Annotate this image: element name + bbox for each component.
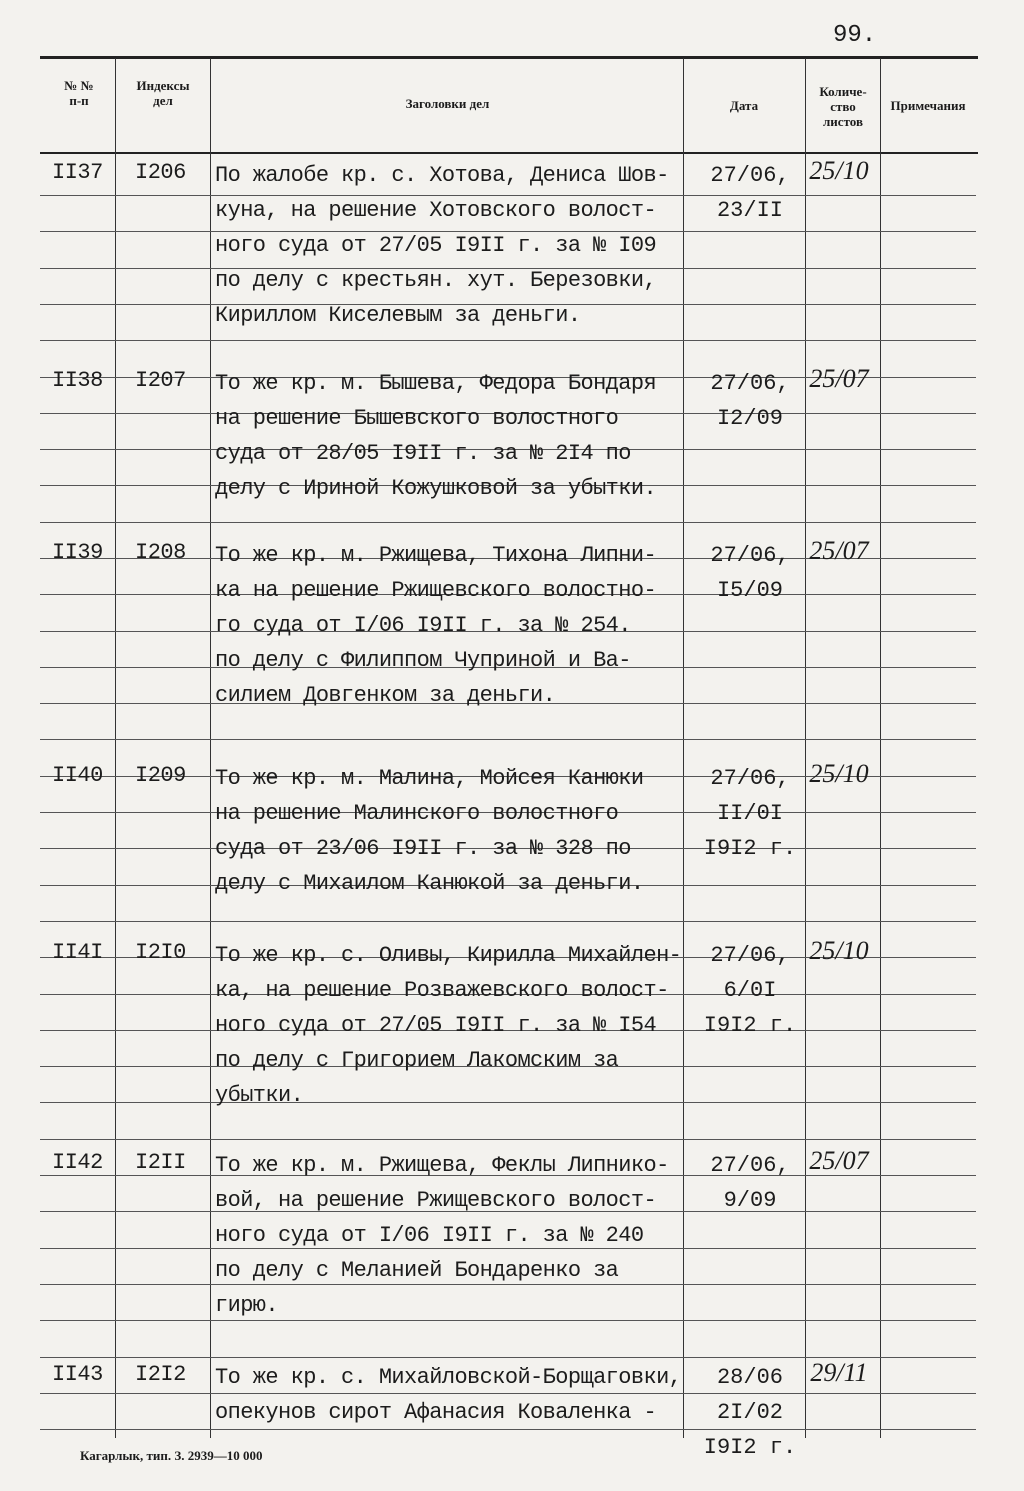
date-line: 27/06, bbox=[710, 543, 790, 568]
title-line: на решение Бышевского волостного bbox=[215, 406, 619, 431]
date-line: 27/06, bbox=[710, 766, 790, 791]
title-line: по делу с Григорием Лакомским за bbox=[215, 1048, 619, 1073]
row-number: II40 bbox=[52, 763, 103, 788]
date-line: II/0I bbox=[716, 801, 783, 826]
date-line: I5/09 bbox=[716, 578, 783, 603]
row-date bbox=[700, 158, 800, 228]
row-title bbox=[215, 1148, 669, 1323]
row-sheets: 25/07 bbox=[809, 536, 869, 565]
header-notes: Примечания bbox=[890, 98, 966, 113]
row-index: I208 bbox=[135, 540, 186, 565]
date-line: I2/09 bbox=[716, 406, 783, 431]
date-line: 2I/02 bbox=[716, 1400, 783, 1425]
title-line: куна, на решение Хотовского волост- bbox=[215, 198, 657, 223]
title-line: по делу с Меланией Бондаренко за bbox=[215, 1258, 619, 1283]
title-line: То же кр. м. Бышева, Федора Бондаря bbox=[215, 371, 657, 396]
title-line: делу с Ириной Кожушковой за убытки. bbox=[215, 476, 657, 501]
page-number: 99. bbox=[833, 22, 877, 49]
row-sheets: 25/07 bbox=[809, 364, 869, 393]
ruled-line bbox=[40, 739, 976, 740]
title-line: То же кр. м. Малина, Мойсея Канюки bbox=[215, 766, 644, 791]
title-line: То же кр. м. Ржищева, Феклы Липнико- bbox=[215, 1153, 669, 1178]
date-line: 23/II bbox=[716, 198, 783, 223]
row-index: I206 bbox=[135, 160, 186, 185]
header-sheets: Количе- ство листов bbox=[819, 84, 867, 129]
row-date bbox=[700, 1148, 800, 1218]
title-line: ка на решение Ржищевского волостно- bbox=[215, 578, 657, 603]
header-num: № № п-п bbox=[64, 78, 94, 108]
title-line: ка, на решение Розважевского волост- bbox=[215, 978, 669, 1003]
row-index: I2I0 bbox=[135, 940, 186, 965]
top-rule bbox=[40, 56, 978, 59]
ruled-line bbox=[40, 1139, 976, 1140]
date-line: 28/06 bbox=[716, 1365, 783, 1390]
date-line: 27/06, bbox=[710, 371, 790, 396]
column-divider bbox=[683, 58, 684, 1438]
date-line: I9I2 г. bbox=[703, 836, 797, 861]
row-sheets: 25/07 bbox=[809, 1146, 869, 1175]
title-line: гирю. bbox=[215, 1293, 279, 1318]
row-number: II37 bbox=[52, 160, 103, 185]
row-number: II43 bbox=[52, 1362, 103, 1387]
row-date bbox=[700, 1360, 800, 1465]
ruled-line bbox=[40, 340, 976, 341]
title-line: по делу с Филиппом Чуприной и Ва- bbox=[215, 648, 631, 673]
row-number: II38 bbox=[52, 368, 103, 393]
header-rule bbox=[40, 152, 978, 154]
row-title bbox=[215, 538, 656, 713]
row-index: I2II bbox=[135, 1150, 186, 1175]
row-title bbox=[215, 938, 681, 1113]
title-line: делу с Михаилом Канюкой за деньги. bbox=[215, 871, 644, 896]
row-title bbox=[215, 761, 643, 901]
date-line: I9I2 г. bbox=[703, 1435, 797, 1460]
header-title: Заголовки дел bbox=[405, 96, 490, 111]
title-line: убытки. bbox=[215, 1083, 304, 1108]
row-index: I2I2 bbox=[135, 1362, 186, 1387]
row-date bbox=[700, 761, 800, 866]
title-line: То же кр. с. Михайловской-Борщаговки, bbox=[215, 1365, 682, 1390]
row-title bbox=[215, 1360, 681, 1430]
date-line: 6/0I bbox=[723, 978, 777, 1003]
row-sheets: 25/10 bbox=[809, 936, 869, 965]
date-line: 27/06, bbox=[710, 163, 790, 188]
row-sheets: 29/11 bbox=[810, 1358, 868, 1387]
ruled-line bbox=[40, 921, 976, 922]
title-line: ного суда от I/06 I9II г. за № 240 bbox=[215, 1223, 644, 1248]
title-line: Кириллом Киселевым за деньги. bbox=[215, 303, 581, 328]
printer-footer: Кагарлык, тип. З. 2939—10 000 bbox=[80, 1448, 263, 1463]
header-date: Дата bbox=[729, 98, 759, 113]
title-line: силием Довгенком за деньги. bbox=[215, 683, 556, 708]
date-line: 27/06, bbox=[710, 1153, 790, 1178]
title-line: на решение Малинского волостного bbox=[215, 801, 619, 826]
date-line: 27/06, bbox=[710, 943, 790, 968]
title-line: ного суда от 27/05 I9II г. за № I09 bbox=[215, 233, 657, 258]
row-date bbox=[700, 538, 800, 608]
row-number: II4I bbox=[52, 940, 103, 965]
ruled-line bbox=[40, 522, 976, 523]
row-index: I207 bbox=[135, 368, 186, 393]
row-sheets: 25/10 bbox=[809, 156, 869, 185]
title-line: суда от 23/06 I9II г. за № 328 по bbox=[215, 836, 631, 861]
title-line: го суда от I/06 I9II г. за № 254. bbox=[215, 613, 631, 638]
row-date bbox=[700, 938, 800, 1043]
row-title bbox=[215, 158, 669, 333]
column-divider bbox=[115, 58, 116, 1438]
title-line: по делу с крестьян. хут. Березовки, bbox=[215, 268, 657, 293]
date-line: I9I2 г. bbox=[703, 1013, 797, 1038]
title-line: опекунов сирот Афанасия Коваленка - bbox=[215, 1400, 657, 1425]
title-line: По жалобе кр. с. Хотова, Дениса Шов- bbox=[215, 163, 669, 188]
title-line: ного суда от 27/05 I9II г. за № I54 bbox=[215, 1013, 657, 1038]
title-line: То же кр. с. Оливы, Кирилла Михайлен- bbox=[215, 943, 682, 968]
row-title bbox=[215, 366, 656, 506]
row-index: I209 bbox=[135, 763, 186, 788]
title-line: вой, на решение Ржищевского волост- bbox=[215, 1188, 657, 1213]
column-divider bbox=[880, 58, 881, 1438]
column-divider bbox=[805, 58, 806, 1438]
title-line: суда от 28/05 I9II г. за № 2I4 по bbox=[215, 441, 631, 466]
column-divider bbox=[210, 58, 211, 1438]
row-date bbox=[700, 366, 800, 436]
date-line: 9/09 bbox=[723, 1188, 777, 1213]
row-sheets: 25/10 bbox=[809, 759, 869, 788]
row-number: II39 bbox=[52, 540, 103, 565]
header-index: Индексы дел bbox=[136, 78, 190, 108]
row-number: II42 bbox=[52, 1150, 103, 1175]
title-line: То же кр. м. Ржищева, Тихона Липни- bbox=[215, 543, 657, 568]
